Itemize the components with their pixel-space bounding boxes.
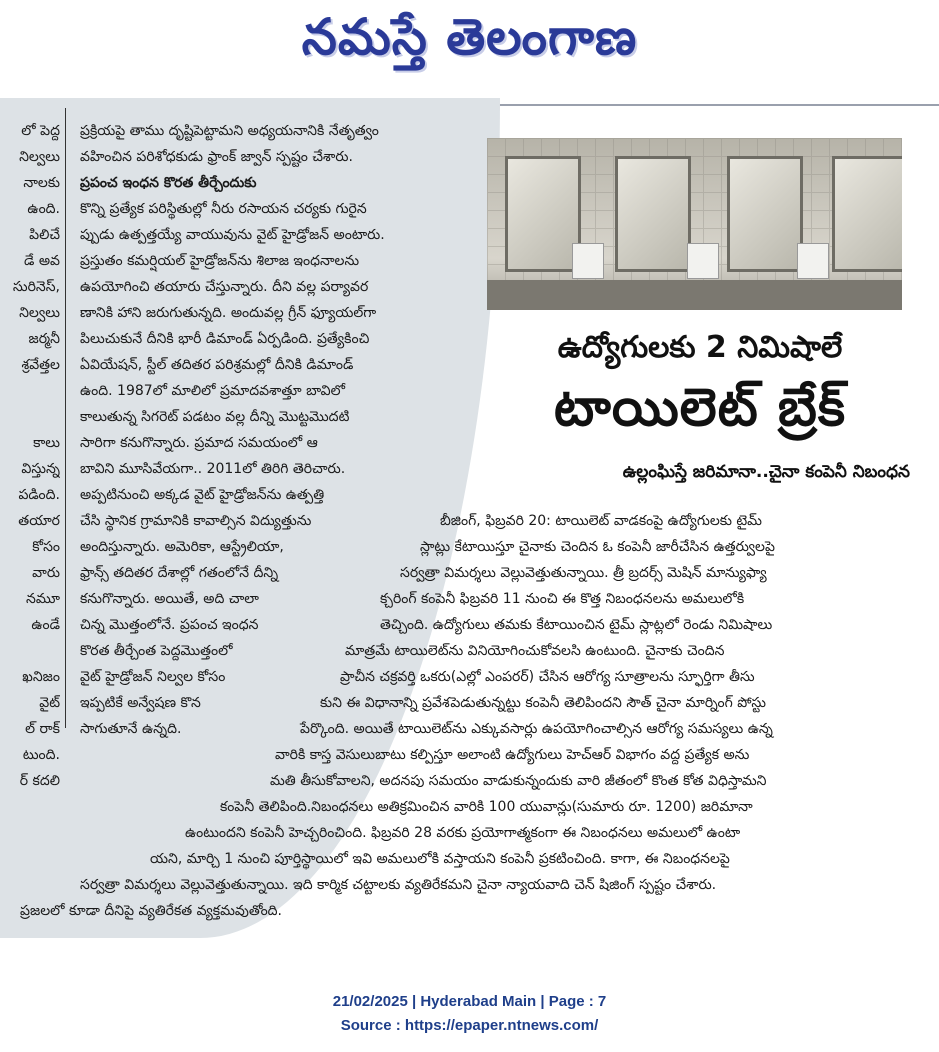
left-fragment-line: నమూ (26, 591, 60, 607)
article-text-line: వారికి కాస్త వెసులుబాటు కల్పిస్తూ అలాంటి ఉద్యోగులు హెచ్ఆర్ విభాగం వద్ద ప్రత్యేక అను (275, 747, 750, 763)
middle-text-line: సారిగా కనుగొన్నారు. ప్రమాద సమయంలో ఆ (80, 435, 318, 451)
left-fragment-line: కోసం (32, 539, 60, 555)
left-fragment-line (0, 404, 60, 430)
mirror-3 (727, 156, 803, 272)
middle-text-line: వహించిన పరిశోధకుడు ఫ్రాంక్ జ్వాన్ స్పష్టం చేశారు. (80, 149, 353, 165)
left-fragment-line: లో పెద్ద (21, 123, 60, 139)
article-text-line: సర్వత్రా విమర్శలు వెల్లువెత్తుతున్నాయి. ఇది కార్మిక చట్టాలకు వ్యతిరేకమని చైనా న్యాయవాది చెన్ షిజింగ్ స్పష్టం చేశారు. (80, 877, 717, 893)
article-text-line: బీజింగ్, ఫిబ్రవరి 20: టాయిలెట్ వాడకంపై ఉద్యోగులకు టైమ్ (440, 513, 762, 529)
article-text-line: ప్రాచీన చక్రవర్తి ఒకరు(ఎల్లో ఎంపరర్) చేసిన ఆరోగ్య సూత్రాలను స్ఫూర్తిగా తీసు (340, 669, 755, 685)
left-fragment-line: ల్ రాక్ (25, 721, 60, 737)
left-fragment-line: వైట్ (39, 695, 60, 711)
article-text-line: క్చరింగ్ కంపెనీ ఫిబ్రవరి 11 నుంచి ఈ కొత్త నిబంధనలను అమలులోకి (380, 591, 745, 607)
left-fragment-line: ఉండే (31, 617, 60, 633)
headline-kicker: ఉద్యోగులకు 2 నిమిషాలే (557, 330, 843, 365)
left-fragment-line: వారు (32, 565, 60, 581)
left-fragment-line: ఉంది. (27, 201, 60, 217)
left-fragment-line: నిల్వలు (19, 305, 60, 321)
article-text-line: కుని ఈ విధానాన్ని ప్రవేశపెడుతున్నట్టు కంపెనీ తెలిపిందని సౌత్ చైనా మార్నింగ్ పోస్టు (320, 695, 767, 711)
footer (0, 990, 939, 1038)
article-text-line: మాత్రమే టాయిలెట్‌ను వినియోగించుకోవలసి ఉంటుంది. చైనాకు చెందిన (345, 643, 725, 659)
footer-source-link[interactable]: Source : https://epaper.ntnews.com/ (340, 1017, 599, 1034)
left-fragment-line: జర్మనీ (28, 331, 60, 347)
middle-text-line: ఏవియేషన్, స్టీల్ తదితర పరిశ్రమల్లో దీనికి డిమాండ్ (80, 357, 354, 373)
headline-main: టాయిలెట్ బ్రేక్ (554, 378, 846, 438)
mirror-4 (832, 156, 902, 272)
middle-text-line: ఇప్పటికే అన్వేషణ కొన (80, 695, 201, 711)
article-text-line: యని, మార్చి 1 నుంచి పూర్తిస్థాయిలో ఇవి అమలులోకి వస్తాయని కంపెనీ ప్రకటించింది. కాగా, ఈ నిబంధనలపై (150, 851, 730, 867)
middle-text-line: అందిస్తున్నారు. అమెరికా, ఆస్ట్రేలియా, (80, 539, 284, 555)
newspaper-logo: నమస్తే తెలంగాణ (301, 8, 638, 66)
article-text-line: ప్రజలలో కూడా దీనిపై వ్యతిరేకత వ్యక్తమవుతోంది. (20, 903, 282, 919)
washroom-photo (487, 138, 902, 310)
left-fragment-line: టుంది. (22, 747, 60, 763)
middle-text-line: కొరత తీర్చేంత పెద్దమొత్తంలో (80, 643, 233, 659)
middle-text-line: ఫ్రాన్స్ తదితర దేశాల్లో గతంలోనే దీన్ని (80, 565, 279, 581)
left-fragment-line: ఖనిజం (22, 669, 60, 685)
mirror-2 (615, 156, 691, 272)
middle-text-line: ఉపయోగించి తయారు చేస్తున్నారు. దీని వల్ల పర్యావర (80, 279, 369, 295)
left-fragment-line: పడింది. (18, 487, 60, 503)
middle-text-line: పిలుచుకునే దీనికి భారీ డిమాండ్ ఏర్పడింది. ప్రత్యేకించి (80, 331, 370, 347)
left-fragment-line: పిలిచే (29, 227, 60, 243)
article-text-line: మతి తీసుకోవాలని, అదనపు సమయం వాడుకున్నందుకు వారి జీతంలో కొంత కోత విధిస్తామని (270, 773, 767, 789)
middle-text-line: సాగుతూనే ఉన్నది. (80, 721, 182, 737)
middle-text-line: ఉంది. 1987లో మాలిలో ప్రమాదవశాత్తూ బావిలో (80, 383, 346, 399)
article-text-line: ఉంటుందని కంపెనీ హెచ్చరించింది. ఫిబ్రవరి 28 వరకు ప్రయోగాత్మకంగా ఈ నిబంధనలు అమలులో ఉంటా (185, 825, 741, 841)
middle-text-line: చిన్న మొత్తంలోనే. ప్రపంచ ఇంధన (80, 617, 259, 633)
left-fragment-line: కాలు (33, 435, 60, 451)
left-fragment-line: నిల్వలు (19, 149, 60, 165)
footer-date-edition: 21/02/2025 | Hyderabad Main | Page : 7 (332, 993, 607, 1010)
middle-text-line: ప్రస్తుతం కమర్షియల్ హైడ్రోజన్‌ను శిలాజ ఇంధనాలను (80, 253, 360, 269)
article-text-line: కంపెనీ తెలిపింది.నిబంధనలు అతిక్రమించిన వారికి 100 యువాన్లు(సుమారు రూ. 1200) జరిమానా (220, 799, 753, 815)
article-text-line: స్లాట్లు కేటాయిస్తూ చైనాకు చెందిన ఓ కంపెనీ జారీచేసిన ఉత్తర్వులపై (420, 539, 775, 555)
left-fragment-line: నాలకు (23, 175, 60, 191)
left-fragment-line: డే అవ (24, 253, 60, 269)
left-fragment-line: శ్రవేత్తల (21, 357, 60, 373)
middle-text-line: ప్రక్రియపై తాము దృష్టిపెట్టామని అధ్యయనానికి నేతృత్వం (80, 123, 379, 139)
middle-text-line: చేసి స్థానిక గ్రామానికి కావాల్సిన విద్యుత్తును (80, 513, 312, 529)
middle-text-line: ణానికి హాని జరుగుతున్నది. అందువల్ల గ్రీన్ ఫ్యూయల్‌గా (80, 305, 377, 321)
left-fragment-line: విస్తున్న (21, 461, 60, 477)
article-text-line: తెచ్చింది. ఉద్యోగులు తమకు కేటాయించిన టైమ్ స్లాట్లలో రెండు నిమిషాలు (380, 617, 773, 633)
masthead (0, 0, 939, 100)
mirror-1 (505, 156, 581, 272)
middle-text-line: బావిని మూసివేయగా.. 2011లో తిరిగి తెరిచారు. (80, 461, 346, 477)
middle-text-line: వైట్ హైడ్రోజన్ నిల్వల కోసం (80, 669, 226, 685)
article-text-line: సర్వత్రా విమర్శలు వెల్లువెత్తుతున్నాయి. త్రీ బ్రదర్స్ మెషిన్ మాన్యుఫ్యా (400, 565, 767, 581)
middle-text-line: కొన్ని ప్రత్యేక పరిస్థితుల్లో నీరు రసాయన చర్యకు గురైన (80, 201, 367, 217)
left-fragment-line (0, 378, 60, 404)
middle-text-line: ప్పుడు ఉత్పత్తయ్యే వాయువును వైట్ హైడ్రోజన్ అంటారు. (80, 227, 385, 243)
left-fragment-line: తయార (18, 513, 60, 529)
article-text-line: పేర్కొంది. అయితే టాయిలెట్‌ను ఎక్కువసార్లు ఉపయోగించాల్సిన ఆరోగ్య సమస్యలు ఉన్న (300, 721, 773, 737)
header-rule (440, 104, 939, 106)
article-body (20, 508, 910, 924)
middle-subhead: ప్రపంచ ఇంధన కొరత తీర్చేందుకు (80, 175, 257, 191)
middle-text-line: కాలుతున్న సిగరెట్ పడటం వల్ల దీన్ని మొట్టమొదటి (80, 409, 350, 425)
middle-text-line: అప్పటినుంచి అక్కడ వైట్ హైడ్రోజన్‌ను ఉత్పత్తి (80, 487, 325, 503)
middle-text-line: కనుగొన్నారు. అయితే, అది చాలా (80, 591, 259, 607)
headline-deck: ఉల్లంఘిస్తే జరిమానా..చైనా కంపెనీ నిబంధన (622, 462, 910, 482)
left-fragment-line: సురినెస్, (12, 279, 60, 295)
left-fragment-line: ర్ కదలి (19, 773, 60, 789)
